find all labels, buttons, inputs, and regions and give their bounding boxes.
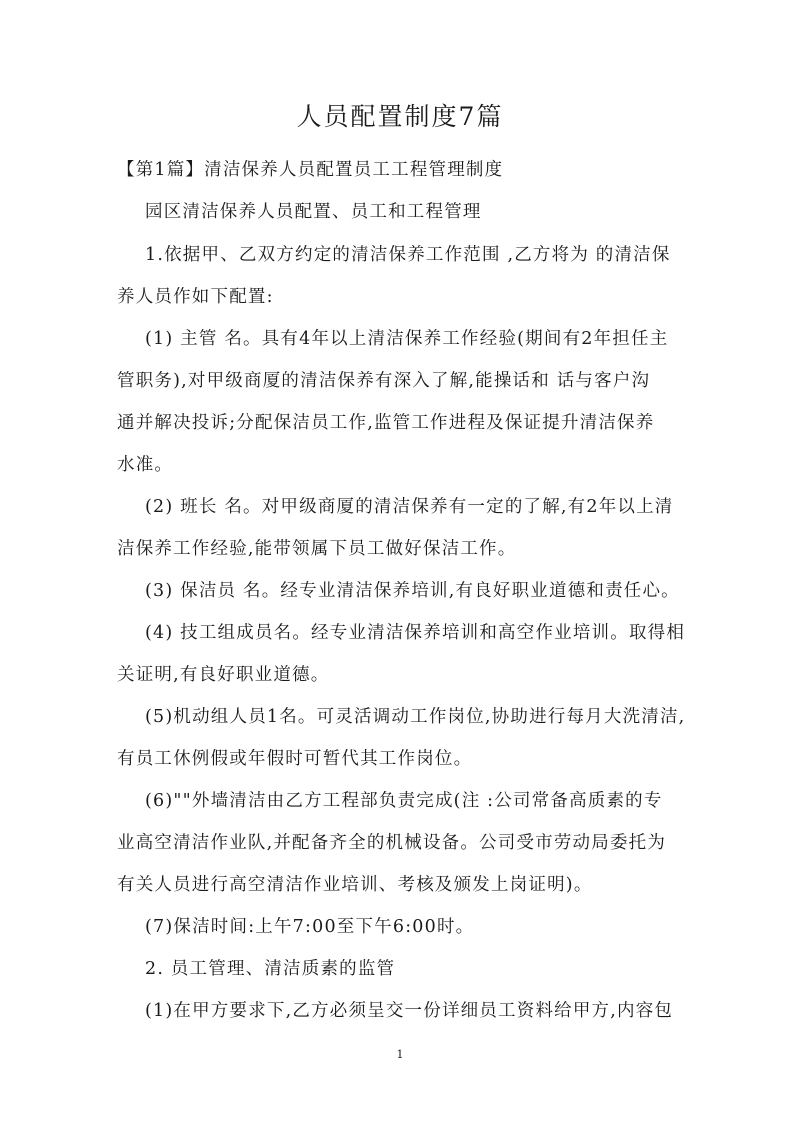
paragraph-line: (2) 班长 名。对甲级商厦的清洁保养有一定的了解,有2年以上清 [145, 497, 674, 517]
paragraph-line: (1) 主管 名。具有4年以上清洁保养工作经验(期间有2年担任主 [145, 329, 669, 349]
paragraph-line: (6)""外墙清洁由乙方工程部负责完成(注 :公司常备高质素的专 [145, 791, 663, 811]
paragraph-line: 养人员作如下配置: [117, 287, 274, 307]
paragraph-line: 2. 员工管理、清洁质素的监管 [145, 959, 396, 979]
paragraph-line: 有员工休例假或年假时可暂代其工作岗位。 [117, 749, 473, 769]
paragraph-line: (7)保洁时间:上午7:00至下午6:00时。 [145, 917, 475, 937]
paragraph-line: 通并解决投诉;分配保洁员工作,监管工作进程及保证提升清洁保养 [117, 413, 655, 433]
paragraph-line: 关证明,有良好职业道德。 [117, 665, 330, 685]
paragraph-line: (3) 保洁员 名。经专业清洁保养培训,有良好职业道德和责任心。 [145, 581, 680, 601]
paragraph-line: (1)在甲方要求下,乙方必须呈交一份详细员工资料给甲方,内容包 [145, 1001, 674, 1021]
section-heading: 【第1篇】清洁保养人员配置员工工程管理制度 [117, 160, 504, 180]
paragraph-line: (5)机动组人员1名。可灵活调动工作岗位,协助进行每月大洗清洁, [145, 707, 686, 727]
paragraph-line: 业高空清洁作业队,并配备齐全的机械设备。公司受市劳动局委托为 [117, 833, 667, 853]
page-number: 1 [396, 1048, 404, 1061]
paragraph-line: 园区清洁保养人员配置、员工和工程管理 [145, 202, 482, 222]
paragraph-line: 有关人员进行高空清洁作业培训、考核及颁发上岗证明)。 [117, 875, 593, 895]
paragraph-line: (4) 技工组成员名。经专业清洁保养培训和高空作业培训。取得相 [145, 623, 686, 643]
paragraph-line: 水准。 [117, 455, 174, 475]
paragraph-line: 管职务),对甲级商厦的清洁保养有深入了解,能操话和 话与客户沟 [117, 371, 651, 391]
paragraph-line: 1.依据甲、乙双方约定的清洁保养工作范围 ,乙方将为 的清洁保 [145, 245, 671, 265]
paragraph-line: 洁保养工作经验,能带领属下员工做好保洁工作。 [117, 539, 517, 559]
document-title: 人员配置制度7篇 [296, 102, 504, 131]
